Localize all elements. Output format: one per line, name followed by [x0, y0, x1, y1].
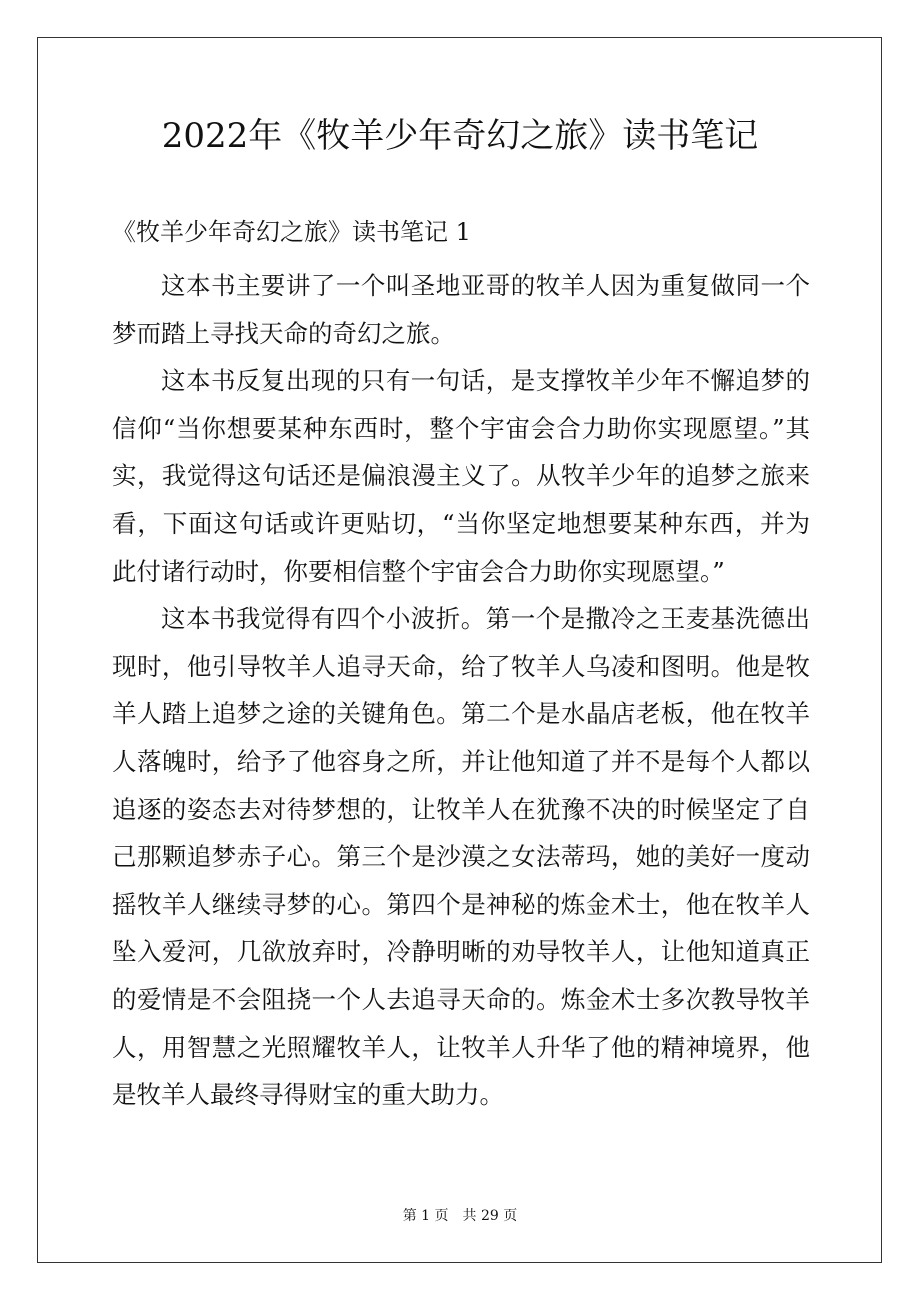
paragraph-1: 这本书主要讲了一个叫圣地亚哥的牧羊人因为重复做同一个梦而踏上寻找天命的奇幻之旅。 — [112, 271, 810, 348]
paragraph-3: 这本书我觉得有四个小波折。第一个是撒冷之王麦基洗德出现时，他引导牧羊人追寻天命，给了牧羊人乌凌和图明。他是牧羊人踏上追梦之途的关键角色。第二个是水晶店老板，他在牧羊人落魄时，给予了他容身之所，并让他知道了并不是每个人都以追逐的姿态去对待梦想的，让牧羊人在犹豫不决的时候坚定了自己那颗追梦赤子心。第三个是沙漠之女法蒂玛，她的美好一度动摇牧羊人继续寻梦的心。第四个是神秘的炼金术士，他在牧羊人坠入爱河，几欲放弃时，冷静明晰的劝导牧羊人，让他知道真正的爱情是不会阻挠一个人去追寻天命的。炼金术士多次教导牧羊人，用智慧之光照耀牧羊人，让牧羊人升华了他的精神境界，他是牧羊人最终寻得财宝的重大助力。 — [112, 604, 810, 1110]
document-body — [112, 262, 810, 1119]
document-title: 2022年《牧羊少年奇幻之旅》读书笔记 — [161, 116, 759, 156]
page-total: 共 29 页 — [462, 1208, 518, 1224]
page-footer — [0, 1206, 920, 1226]
page-number: 第 1 页 — [402, 1208, 449, 1224]
paragraph-2: 这本书反复出现的只有一句话，是支撑牧羊少年不懈追梦的信仰“当你想要某种东西时，整个宇宙会合力助你实现愿望。”其实，我觉得这句话还是偏浪漫主义了。从牧羊少年的追梦之旅来看，下面这句话或许更贴切，“当你坚定地想要某种东西，并为此付诸行动时，你要相信整个宇宙会合力助你实现愿望。” — [112, 366, 810, 586]
section-heading: 《牧羊少年奇幻之旅》读书笔记 1 — [112, 218, 471, 246]
